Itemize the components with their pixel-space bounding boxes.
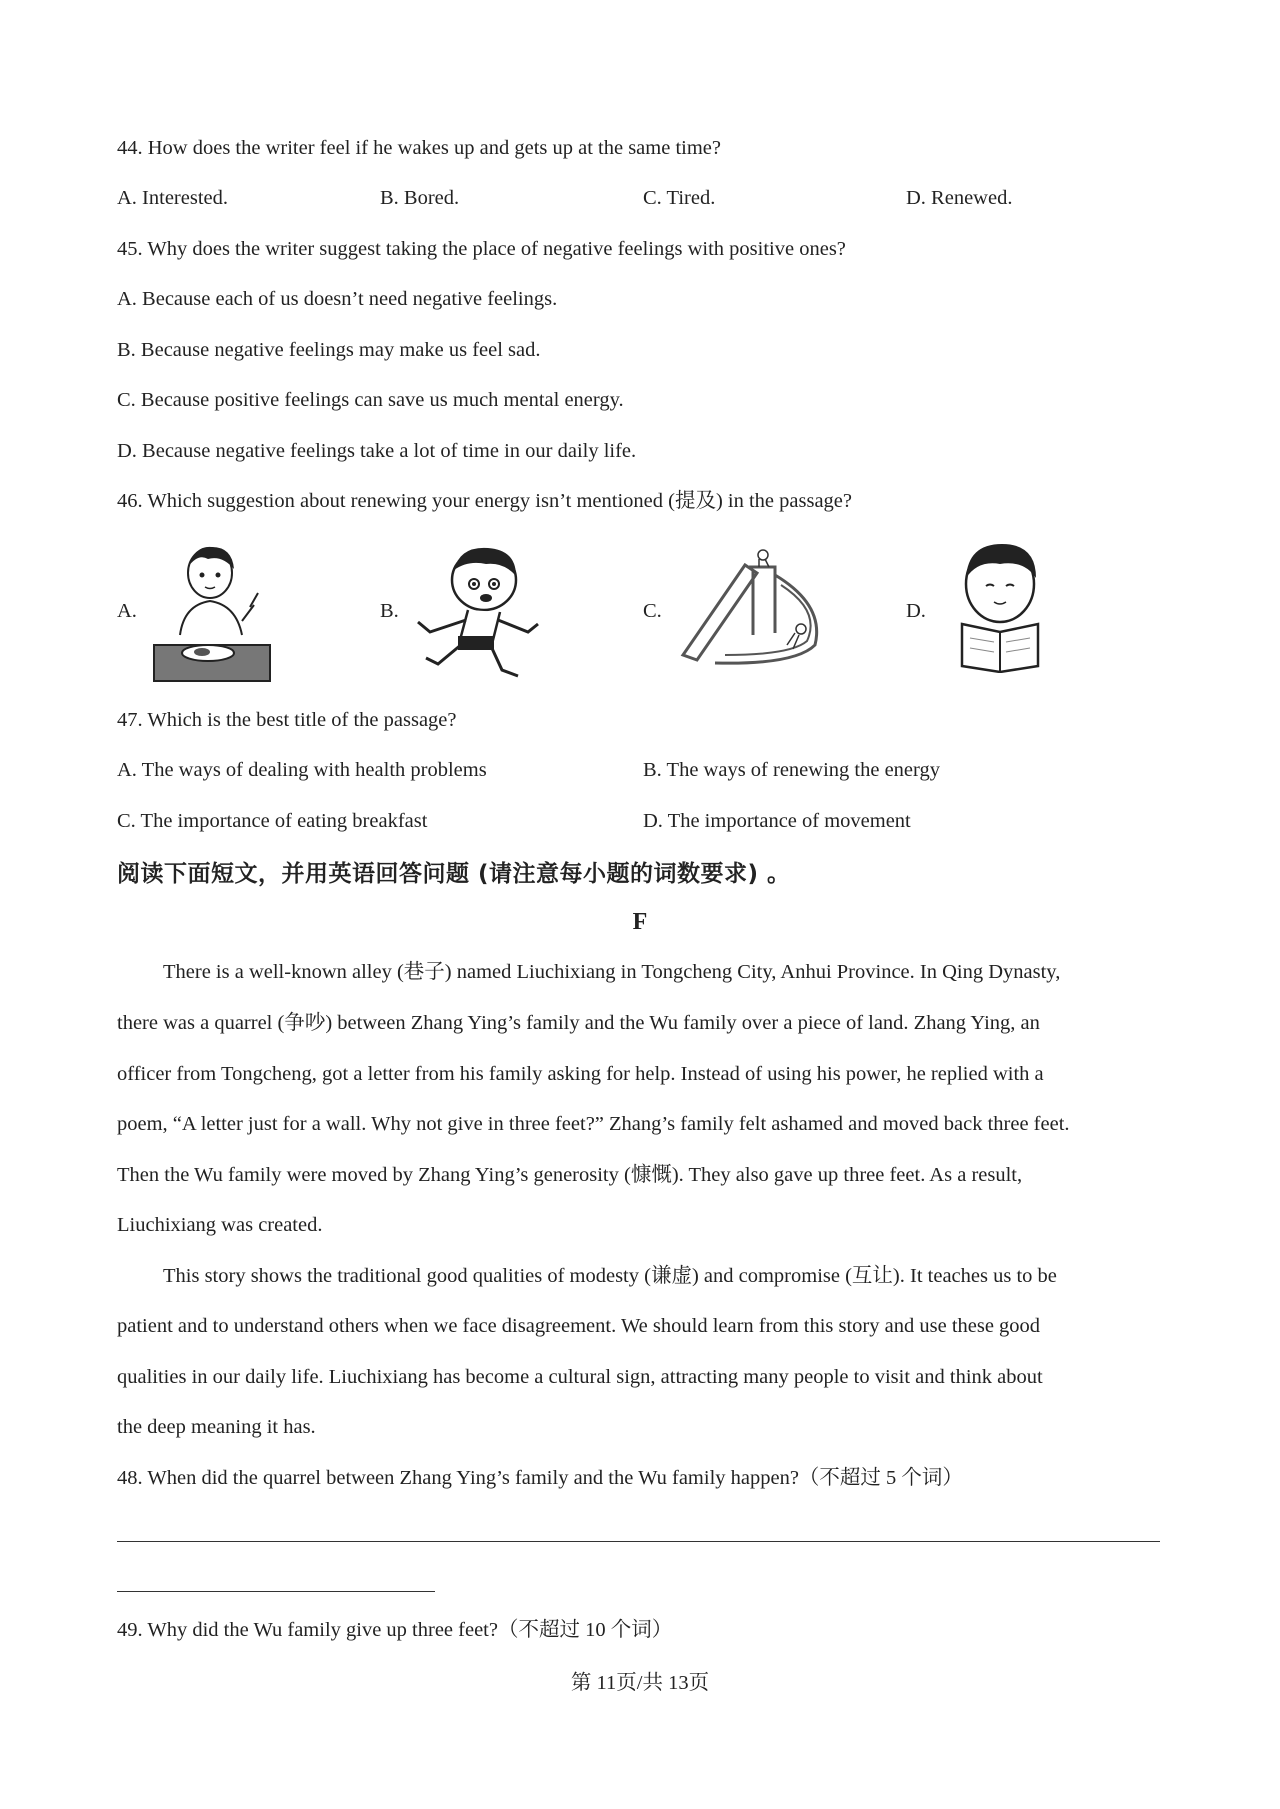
q44-option-c: C. Tired. [643,187,716,209]
q45-option-a: A. Because each of us doesn’t need negative feelings. [117,288,558,310]
question-46: 46. Which suggestion about renewing your energy isn’t mentioned (提及) in the passage? [117,490,852,512]
q47-option-a: A. The ways of dealing with health problems [117,759,487,781]
q45-option-b: B. Because negative feelings may make us feel sad. [117,339,541,361]
passage-p1-line: Then the Wu family were moved by Zhang Ying’s generosity (慷慨). They also gave up three feet. As a result, [117,1164,1023,1186]
section-letter: F [632,909,648,935]
q47-option-d: D. The importance of movement [643,810,911,832]
question-44: 44. How does the writer feel if he wakes up and gets up at the same time? [117,137,721,159]
q48-answer-line[interactable] [117,1541,1160,1542]
question-47: 47. Which is the best title of the passage? [117,709,457,731]
section-instruction: 阅读下面短文，并用英语回答问题 (请注意每小题的词数要求) 。 [117,861,791,887]
q46-option-d-label: D. [906,600,926,622]
passage-p1-line: There is a well-known alley (巷子) named Liuchixiang in Tongcheng City, Anhui Province. In Qing Dynasty, [163,961,1061,983]
q44-option-a: A. Interested. [117,187,228,209]
boy-eating-icon [150,535,275,683]
kids-on-slide-icon [675,545,845,670]
question-48: 48. When did the quarrel between Zhang Ying’s family and the Wu family happen?（不超过 5 个词） [117,1467,963,1489]
boy-running-icon [410,540,550,685]
passage-p2-line: qualities in our daily life. Liuchixiang has become a cultural sign, attracting many people to visit and think about [117,1366,1043,1388]
q48-answer-line-2[interactable] [117,1591,435,1592]
passage-p1-line: poem, “A letter just for a wall. Why not give in three feet?” Zhang’s family felt ashamed and moved back three feet. [117,1113,1070,1135]
q45-option-c: C. Because positive feelings can save us much mental energy. [117,389,624,411]
q46-option-b-label: B. [380,600,399,622]
boy-reading-icon [950,538,1050,673]
passage-p2-line: the deep meaning it has. [117,1416,316,1438]
question-45: 45. Why does the writer suggest taking the place of negative feelings with positive ones? [117,238,846,260]
passage-p2-line: This story shows the traditional good qualities of modesty (谦虚) and compromise (互让). It teaches us to be [163,1265,1057,1287]
q47-option-b: B. The ways of renewing the energy [643,759,940,781]
q45-option-d: D. Because negative feelings take a lot of time in our daily life. [117,440,637,462]
passage-p1-line: Liuchixiang was created. [117,1214,323,1236]
question-49: 49. Why did the Wu family give up three feet?（不超过 10 个词） [117,1619,673,1641]
passage-p1-line: officer from Tongcheng, got a letter from his family asking for help. Instead of using his power, he replied with a [117,1063,1044,1085]
q44-option-b: B. Bored. [380,187,460,209]
q46-option-a-label: A. [117,600,137,622]
q47-option-c: C. The importance of eating breakfast [117,810,428,832]
q44-option-d: D. Renewed. [906,187,1013,209]
q46-option-c-label: C. [643,600,662,622]
page-number: 第 11页/共 13页 [570,1672,710,1694]
passage-p2-line: patient and to understand others when we face disagreement. We should learn from this story and use these good [117,1315,1041,1337]
passage-p1-line: there was a quarrel (争吵) between Zhang Ying’s family and the Wu family over a piece of land. Zhang Ying, an [117,1012,1040,1034]
